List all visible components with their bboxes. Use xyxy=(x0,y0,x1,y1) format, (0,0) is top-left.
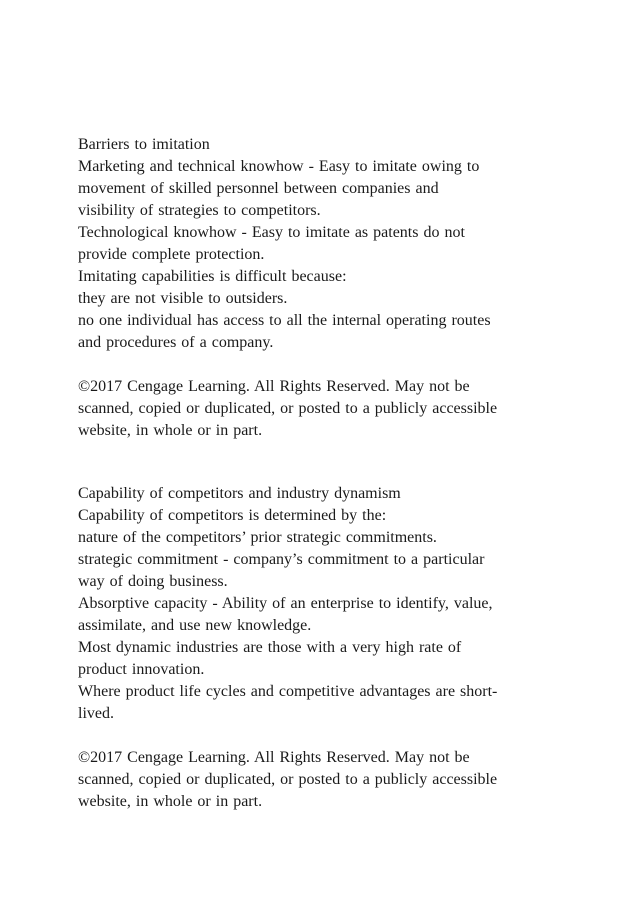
section-heading: Capability of competitors and industry dynamism xyxy=(78,485,401,502)
body-line: nature of the competitors’ prior strategic commitments. xyxy=(78,529,437,546)
body-line: assimilate, and use new knowledge. xyxy=(78,617,312,634)
body-line: Technological knowhow - Easy to imitate as patents do not xyxy=(78,224,465,241)
body-line: Marketing and technical knowhow - Easy to imitate owing to xyxy=(78,158,480,175)
body-line: Most dynamic industries are those with a very high rate of xyxy=(78,639,462,656)
copyright-line: website, in whole or in part. xyxy=(78,793,263,810)
body-line: Capability of competitors is determined by the: xyxy=(78,507,387,524)
copyright-line: scanned, copied or duplicated, or posted to a publicly accessible xyxy=(78,400,498,417)
copyright-line: ©2017 Cengage Learning. All Rights Reserved. May not be xyxy=(78,749,470,766)
body-line: visibility of strategies to competitors. xyxy=(78,202,321,219)
body-line: way of doing business. xyxy=(78,573,228,590)
spacer xyxy=(78,725,578,747)
section-heading: Barriers to imitation xyxy=(78,136,210,153)
body-line: product innovation. xyxy=(78,661,205,678)
body-line: movement of skilled personnel between companies and xyxy=(78,180,439,197)
body-line: no one individual has access to all the internal operating routes xyxy=(78,312,491,329)
body-line: Absorptive capacity - Ability of an enterprise to identify, value, xyxy=(78,595,493,612)
section-barriers-to-imitation xyxy=(78,134,578,442)
copyright-line: ©2017 Cengage Learning. All Rights Reserved. May not be xyxy=(78,378,470,395)
body-line: strategic commitment - company’s commitment to a particular xyxy=(78,551,485,568)
copyright-line: website, in whole or in part. xyxy=(78,422,263,439)
spacer xyxy=(78,354,578,376)
section-capability-of-competitors xyxy=(78,483,578,813)
body-line: provide complete protection. xyxy=(78,246,265,263)
body-line: Where product life cycles and competitive advantages are short- xyxy=(78,683,498,700)
copyright-line: scanned, copied or duplicated, or posted to a publicly accessible xyxy=(78,771,498,788)
body-line: and procedures of a company. xyxy=(78,334,274,351)
body-line: lived. xyxy=(78,705,114,722)
body-line: Imitating capabilities is difficult because: xyxy=(78,268,347,285)
body-line: they are not visible to outsiders. xyxy=(78,290,288,307)
